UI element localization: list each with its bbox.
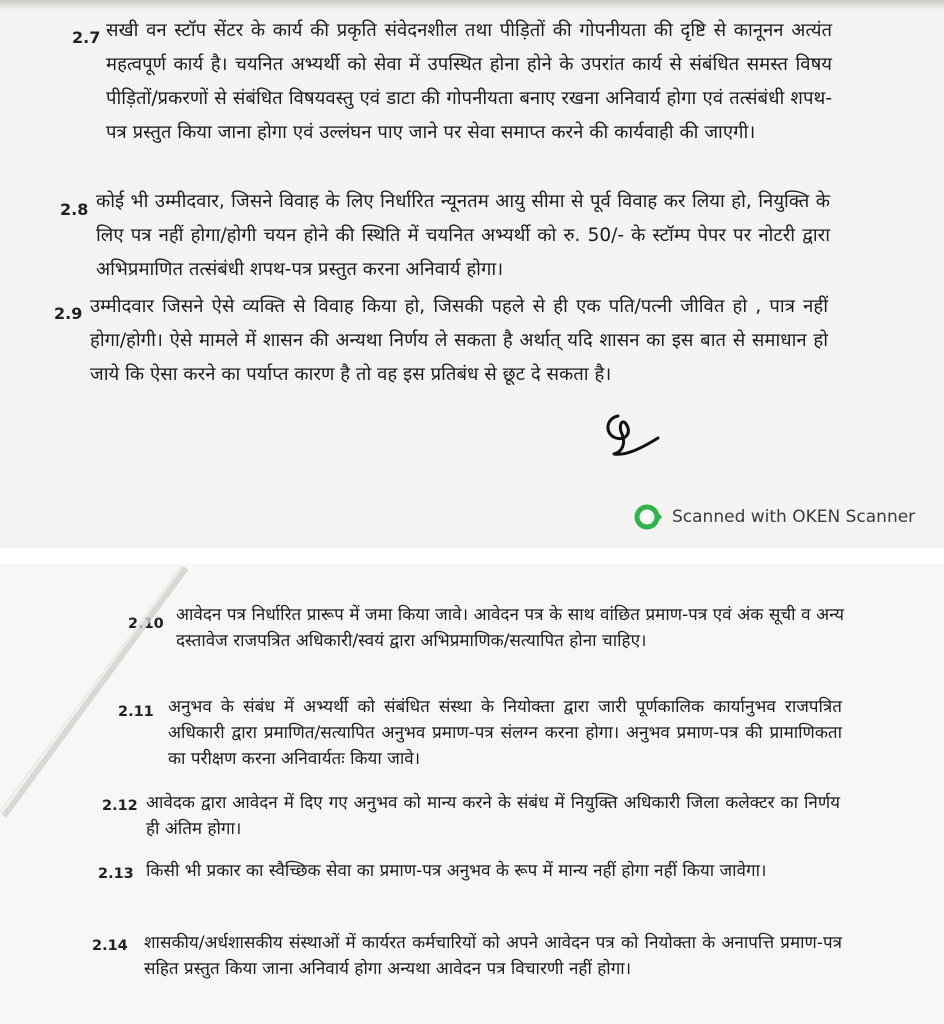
clause-text: आवेदक द्वारा आवेदन में दिए गए अनुभव को मान्य करने के संबंध में नियुक्ति अधिकारी जिला कलेक्टर का निर्णय ही अंतिम होगा।	[146, 793, 840, 839]
clause-number: 2.14	[92, 938, 128, 954]
clause-text: किसी भी प्रकार का स्वैच्छिक सेवा का प्रमाण-पत्र अनुभव के रूप में मान्य नहीं होगा नहीं किया जावेगा।	[146, 861, 767, 881]
clause-number: 2.12	[102, 798, 138, 814]
previous-line-fragment	[0, 0, 944, 10]
clause-number: 2.11	[118, 704, 154, 720]
clause-text: सखी वन स्टॉप सेंटर के कार्य की प्रकृति संवेदनशील तथा पीड़ितों की गोपनीयता की दृष्टि से कानूनन अत्यंत महत्वपूर्ण कार्य है। चयनित अभ्यर्थी को सेवा में उपस्थित होना होने के उपरांत कार्य से संबंधित समस्त विषय पीड़ितों/प्रकरणों से संबंधित विषयवस्तु एवं डाटा की गोपनीयता बनाए रखना अनिवार्य होगा एवं तत्संबंधी शपथ-पत्र प्रस्तुत किया जाना होगा एवं उल्लंघन पाए जाने पर सेवा समाप्त करने की कार्यवाही की जाएगी।	[106, 20, 832, 143]
clause-text: उम्मीदवार जिसने ऐसे व्यक्ति से विवाह किया हो, जिसकी पहले से ही एक पति/पत्नी जीवित हो , पात्र नहीं होगा/होगी। ऐसे मामले में शासन की अन्यथा निर्णय ले सकता है अर्थात् यदि शासन का इस बात से समाधान हो जाये कि ऐसा करने का पर्याप्त कारण है तो वह इस प्रतिबंध से छूट दे सकता है।	[90, 296, 828, 385]
handwritten-signature	[596, 408, 666, 464]
clause-text: कोई भी उम्मीदवार, जिसने विवाह के लिए निर्धारित न्यूनतम आयु सीमा से पूर्व विवाह कर लिया हो, नियुक्ति के लिए पत्र नहीं होगा/होगी चयन होने की स्थिति में चयनित अभ्यर्थी को रु. 50/- के स्टॉम्प पेपर पर नोटरी द्वारा अभिप्रमाणित तत्संबंधी शपथ-पत्र प्रस्तुत करना अनिवार्य होगा।	[96, 191, 830, 280]
page-separator	[0, 548, 944, 564]
clause-number: 2.9	[54, 304, 83, 323]
clause-number: 2.7	[72, 28, 101, 47]
clause-text: आवेदन पत्र निर्धारित प्रारूप में जमा किया जावे। आवेदन पत्र के साथ वांछित प्रमाण-पत्र एवं अंक सूची व अन्य दस्तावेज राजपत्रित अधिकारी/स्वयं द्वारा अभिप्रमाणिक/सत्यापित होना चाहिए।	[176, 605, 844, 651]
scanner-watermark-text: Scanned with OKEN Scanner	[672, 507, 916, 527]
clause-text: शासकीय/अर्धशासकीय संस्थाओं में कार्यरत कर्मचारियों को अपने आवेदन पत्र को नियोक्ता के अनापत्ति प्रमाण-पत्र सहित प्रस्तुत किया जाना अनिवार्य होगा अन्यथा आवेदन पत्र विचारणी नहीं होगा।	[144, 933, 842, 979]
clause-number: 2.13	[98, 866, 134, 882]
oken-logo-icon	[634, 503, 664, 531]
scanner-watermark	[634, 503, 915, 531]
clause-text: अनुभव के संबंध में अभ्यर्थी को संबंधित संस्था के नियोक्ता द्वारा जारी पूर्णकालिक कार्यानुभव राजपत्रित अधिकारी द्वारा प्रमाणित/सत्यापित अनुभव प्रमाण-पत्र संलग्न करना होगा। अनुभव प्रमाण-पत्र की प्रामाणिकता का परीक्षण करना अनिवार्यतः किया जावे।	[168, 697, 842, 769]
clause-number: 2.10	[128, 616, 164, 632]
paper-fold-crease	[0, 564, 190, 824]
clause-number: 2.8	[60, 200, 89, 219]
